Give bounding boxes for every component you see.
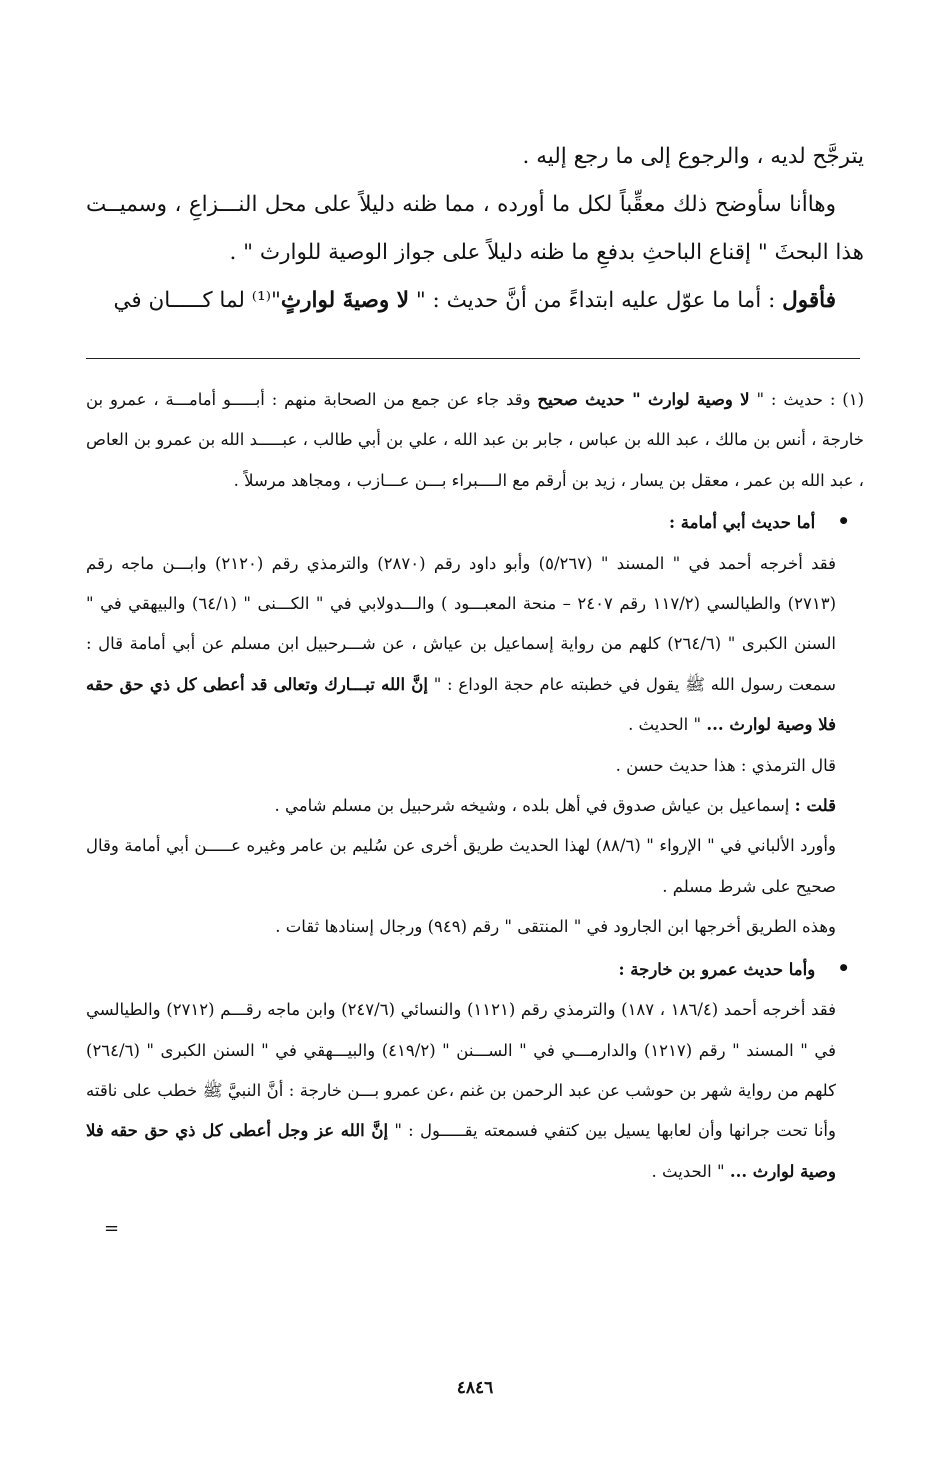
tirmidhi-note: قال الترمذي : هذا حديث حسن .	[615, 755, 836, 775]
main-line-4-text: : أما ما عوّل عليه ابتداءً من أنَّ حديث : "	[409, 288, 783, 313]
heading-abu-umama-text: أما حديث أبي أمامة :	[668, 513, 816, 533]
heading-abu-umama	[86, 501, 864, 543]
heading-amr-kharija	[86, 948, 864, 990]
bullet-icon: •	[837, 955, 850, 980]
footnotes	[86, 380, 864, 1192]
p2-text: فقد أخرجه أحمد في " المسند " (٥/٢٦٧) وأبو داود رقم (٢٨٧٠) والترمذي رقم (٢١٢٠) وابـــن ماجه رقم (٢٧١٣) والطيالسي (١١٧/٢ رقم ٢٤٠٧ – منحة المعبـــود ) والـــدولابي في " الكـــنى " (٦٤/١) والبيهقي في " السنن الكبرى " (٢٦٤/٦) كلهم من رواية إسماعيل بن عياش ، عن شـــرحبيل ابن مسلم عن أبي أمامة قال : سمعت رسول الله ﷺ يقول في خطبته عام حجة الوداع : "	[86, 553, 837, 694]
hadith-quote: لا وصيةَ لوارثٍ	[280, 288, 409, 313]
qultu-text: إسماعيل بن عياش صدوق في أهل بلده ، وشيخه شرحبيل بن مسلم شامي .	[274, 796, 795, 816]
p2-end: " الحديث .	[628, 715, 707, 735]
paragraph-takhrij-2	[86, 990, 864, 1192]
main-paragraph-2	[86, 181, 864, 277]
main-line-3: هذا البحثَ " إقناع الباحثِ بدفعِ ما ظنه دليلاً على جواز الوصية للوارث " .	[229, 240, 864, 265]
paragraph-takhrij-1	[86, 544, 864, 746]
p7-text: فقد أخرجه أحمد (١٨٦/٤ ، ١٨٧) والترمذي رقم (١١٢١) والنسائي (٢٤٧/٦) وابن ماجه رقـــم (٢٧١٢) والطيالسي في " المسند " رقم (١٢١٧) والدارمـــي في " الســـنن " (٤١٩/٢) والبيـــهقي في " السنن الكبرى " (٢٦٤/٦) كلهم من رواية شهر بن حوشب عن عبد الرحمن بن غنم ،عن عمرو بـــن خارجة : أنَّ النبيَّ ﷺ خطب على ناقته وأنا تحت جرانها وأن لعابها يسيل بين كتفي فسمعته يقـــــول : "	[86, 1000, 837, 1141]
footnote-separator	[86, 358, 860, 359]
fn1-bold: لا وصية لوارث " حديث صحيح	[537, 390, 750, 409]
p7-end: " الحديث .	[651, 1161, 730, 1181]
fn1-prefix: (١) : حديث : "	[749, 390, 865, 409]
qultu-note	[86, 786, 864, 826]
main-line-1: يترجَّح لديه ، والرجوع إلى ما رجع إليه .	[522, 144, 864, 169]
bullet-icon: •	[837, 509, 850, 534]
main-line-4-end: لما كـــــان في	[113, 288, 252, 313]
page-number: ٤٨٤٦	[456, 1378, 494, 1398]
main-paragraph-3	[86, 277, 864, 325]
p7-hadith: إنَّ الله عز وجل أعطى كل ذي حق حقه فلا وصية لوارث ...	[86, 1121, 836, 1181]
albani-note: وأورد الألباني في " الإرواء " (٨٨/٦) لهذا الحديث طريق أخرى عن سُليم بن عامر وغيره عـــــن أبي أمامة وقال صحيح على شرط مسلم .	[86, 836, 836, 896]
main-line-2: وهاأنا سأوضح ذلك معقِّباً لكل ما أورده ، مما ظنه دليلاً على محل النـــزاعِ ، وسميــت	[86, 192, 836, 217]
footnote-ref: "⁽¹⁾	[251, 288, 281, 313]
continuation-mark: =	[104, 1218, 120, 1239]
footnote-1	[86, 380, 864, 501]
p2-hadith: إنَّ الله تبـــارك وتعالى قد أعطى كل ذي حق حقه فلا وصية لوارث ...	[86, 674, 836, 735]
jarud-note: وهذه الطريق أخرجها ابن الجارود في " المنتقى " رقم (٩٤٩) ورجال إسنادها ثقات .	[275, 917, 836, 937]
qultu-label: قلت :	[794, 796, 836, 816]
heading-amr-kharija-text: وأما حديث عمرو بن خارجة :	[618, 959, 816, 979]
main-text	[86, 133, 864, 325]
aqool-heading: فأقول	[782, 288, 836, 313]
fn1-rest: وقد جاء عن جمع من الصحابة منهم : أبـــــو أمامـــة ، عمرو بن خارجة ، أنس بن مالك ، عبد الله بن عباس ، جابر بن عبد الله ، علي بن أبي طالب ، عبـــــد الله بن عمرو بن العاص ، عبد الله بن عمر ، معقل بن يسار ، زيد بن أرقم مع الــــبراء بـــن عـــازب ، ومجاهد مرسلاً .	[86, 390, 864, 490]
